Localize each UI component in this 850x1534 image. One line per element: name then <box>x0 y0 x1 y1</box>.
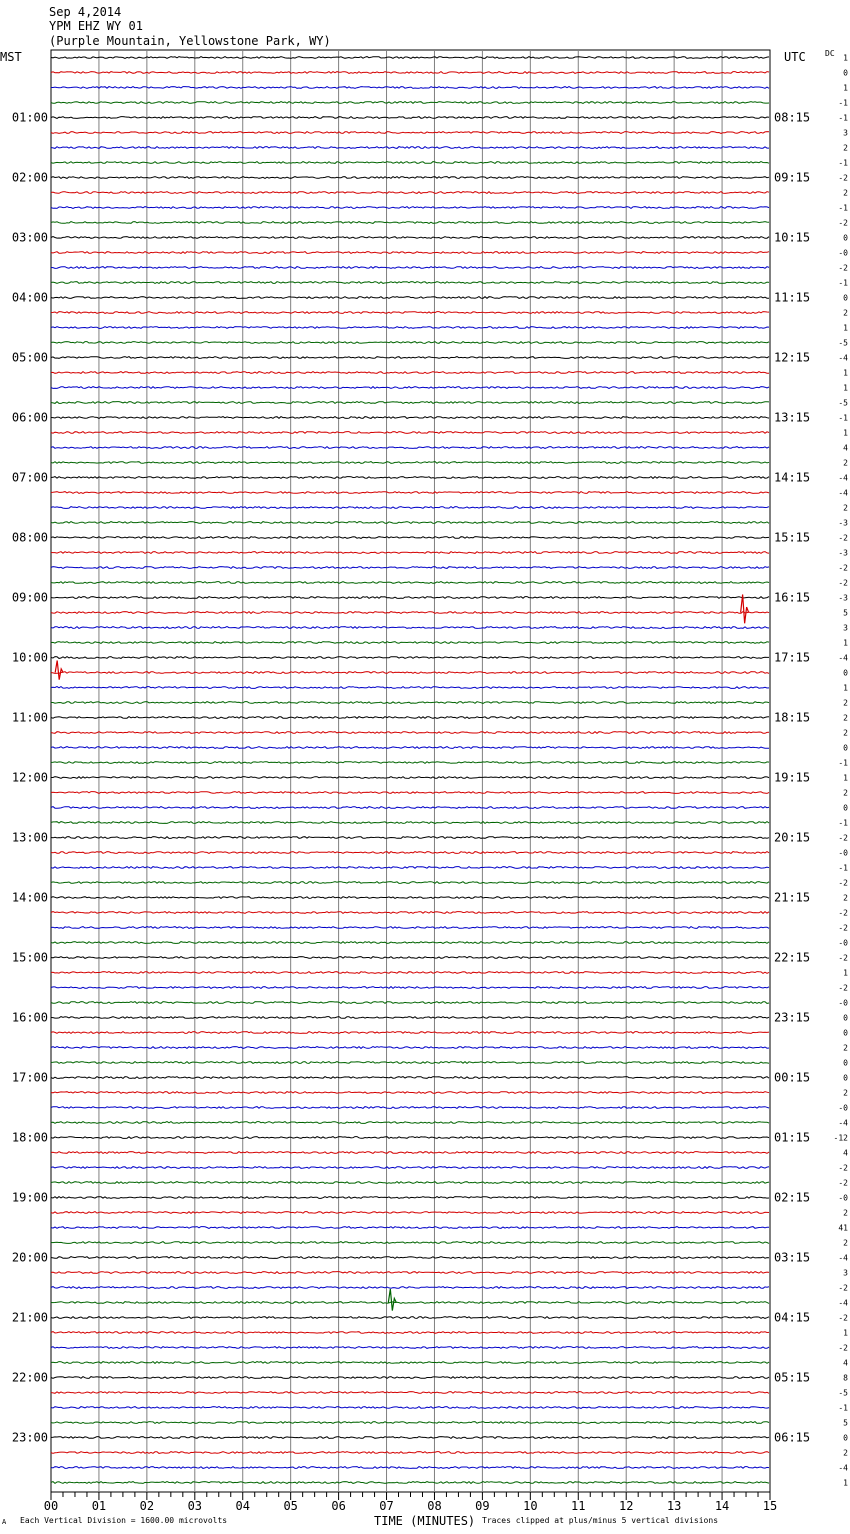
trace-33 <box>51 537 769 539</box>
trace-43 <box>51 687 769 689</box>
dc-offset-value: 2 <box>843 1043 848 1053</box>
dc-offset-value: 0 <box>843 1073 848 1083</box>
plot-frame <box>51 50 770 1492</box>
dc-offset-value: -4 <box>838 1463 848 1473</box>
hour-label-right: 19:15 <box>774 770 811 785</box>
trace-52 <box>51 822 769 824</box>
dc-offset-value: -0 <box>838 848 848 858</box>
dc-offset-value: -1 <box>838 158 848 168</box>
x-axis-title: TIME (MINUTES) <box>374 1514 476 1528</box>
x-tick-label: 04 <box>235 1499 250 1513</box>
hour-label-left: 12:00 <box>11 770 48 785</box>
dc-offset-value: 1 <box>843 383 848 393</box>
dc-offset-value: -0 <box>838 1193 848 1203</box>
trace-78 <box>51 1212 769 1214</box>
trace-77 <box>51 1197 769 1199</box>
trace-94 <box>51 1452 769 1454</box>
dc-offset-value: -1 <box>838 758 848 768</box>
hour-label-right: 22:15 <box>774 950 811 965</box>
trace-58 <box>51 912 769 914</box>
trace-39 <box>51 627 769 629</box>
hour-label-left: 18:00 <box>11 1130 48 1145</box>
dc-offset-value: 2 <box>843 728 848 738</box>
trace-80 <box>51 1242 769 1244</box>
hour-label-right: 02:15 <box>774 1190 811 1205</box>
dc-offset-value: 5 <box>843 608 848 618</box>
dc-offset-value: -2 <box>838 833 848 843</box>
trace-96 <box>51 1482 769 1484</box>
dc-offset-value: -1 <box>838 203 848 213</box>
hour-label-left: 01:00 <box>11 110 48 125</box>
x-tick-label: 14 <box>714 1499 730 1513</box>
hour-label-right: 13:15 <box>774 410 811 425</box>
hour-label-left: 14:00 <box>11 890 48 905</box>
hour-label-left: 03:00 <box>11 230 48 245</box>
hour-label-right: 04:15 <box>774 1310 811 1325</box>
left-timezone-label: MST <box>0 50 22 64</box>
trace-73 <box>51 1137 769 1139</box>
trace-27 <box>51 447 769 449</box>
dc-offset-value: -2 <box>838 1343 848 1353</box>
x-tick-label: 09 <box>475 1499 490 1513</box>
dc-offset-value: -2 <box>838 563 848 573</box>
trace-16 <box>51 282 769 284</box>
dc-offset-value: 2 <box>843 1448 848 1458</box>
trace-23 <box>51 387 769 389</box>
x-tick-label: 02 <box>139 1499 155 1513</box>
trace-28 <box>51 462 769 464</box>
dc-offset-value: -1 <box>838 818 848 828</box>
dc-offset-value: 0 <box>843 743 848 753</box>
trace-22 <box>51 372 769 374</box>
right-timezone-label: UTC <box>784 50 806 64</box>
dc-offset-value: 2 <box>843 698 848 708</box>
trace-15 <box>51 267 769 269</box>
x-tick-label: 06 <box>331 1499 346 1513</box>
trace-50 <box>51 792 769 794</box>
dc-offset-value: -12 <box>833 1133 848 1143</box>
trace-11 <box>51 207 769 209</box>
plot-date: Sep 4,2014 <box>49 5 122 19</box>
dc-offset-value: 1 <box>843 323 848 333</box>
trace-34 <box>51 552 769 554</box>
dc-offset-value: -2 <box>838 953 848 963</box>
dc-offset-value: 1 <box>843 1328 848 1338</box>
hour-label-right: 23:15 <box>774 1010 811 1025</box>
trace-64 <box>51 1002 769 1004</box>
trace-60 <box>51 942 769 944</box>
dc-offset-value: -0 <box>838 938 848 948</box>
trace-82 <box>51 1272 769 1274</box>
dc-offset-value: 3 <box>843 1268 848 1278</box>
x-tick-label: 15 <box>762 1499 778 1513</box>
trace-38 <box>51 612 769 614</box>
dc-offset-value: 0 <box>843 293 848 303</box>
dc-offset-value: -2 <box>838 263 848 273</box>
dc-offset-value: 1 <box>843 53 848 63</box>
trace-17 <box>51 297 769 299</box>
hour-label-left: 08:00 <box>11 530 48 545</box>
dc-offset-value: 1 <box>843 773 848 783</box>
dc-offset-value: 0 <box>843 233 848 243</box>
trace-86 <box>51 1332 769 1334</box>
hour-label-left: 11:00 <box>11 710 48 725</box>
hour-label-left: 06:00 <box>11 410 48 425</box>
trace-76 <box>51 1182 769 1184</box>
trace-88 <box>51 1362 769 1364</box>
trace-5 <box>51 117 769 119</box>
hour-label-right: 18:15 <box>774 710 811 725</box>
trace-20 <box>51 342 769 344</box>
trace-47 <box>51 747 769 749</box>
dc-offset-value: 0 <box>843 668 848 678</box>
trace-75 <box>51 1167 769 1169</box>
hour-label-left: 23:00 <box>11 1430 48 1445</box>
x-tick-label: 12 <box>618 1499 634 1513</box>
trace-65 <box>51 1017 769 1019</box>
dc-offset-value: -0 <box>838 1103 848 1113</box>
trace-72 <box>51 1122 769 1124</box>
hour-label-left: 16:00 <box>11 1010 48 1025</box>
x-tick-label: 08 <box>427 1499 442 1513</box>
dc-offset-value: 4 <box>843 443 848 453</box>
dc-offset-value: -2 <box>838 923 848 933</box>
hour-label-right: 03:15 <box>774 1250 811 1265</box>
dc-offset-value: -4 <box>838 473 848 483</box>
dc-offset-value: -2 <box>838 1178 848 1188</box>
x-tick-label: 11 <box>571 1499 586 1513</box>
trace-19 <box>51 327 769 329</box>
trace-40 <box>51 642 769 644</box>
dc-offset-value: 2 <box>843 458 848 468</box>
dc-offset-value: -4 <box>838 1298 848 1308</box>
dc-offset-value: -2 <box>838 1313 848 1323</box>
dc-offset-value: -3 <box>838 593 848 603</box>
trace-85 <box>51 1317 769 1319</box>
dc-offset-label: DC <box>825 49 835 58</box>
dc-offset-value: 2 <box>843 503 848 513</box>
trace-53 <box>51 837 769 839</box>
hour-label-right: 08:15 <box>774 110 811 125</box>
hour-label-right: 20:15 <box>774 830 811 845</box>
dc-offset-value: 1 <box>843 638 848 648</box>
dc-offset-value: -2 <box>838 908 848 918</box>
trace-56 <box>51 882 769 884</box>
dc-offset-value: 3 <box>843 623 848 633</box>
hour-label-right: 09:15 <box>774 170 811 185</box>
trace-18 <box>51 312 769 314</box>
hour-label-right: 15:15 <box>774 530 811 545</box>
dc-offset-value: 5 <box>843 1418 848 1428</box>
trace-29 <box>51 477 769 479</box>
hour-label-right: 16:15 <box>774 590 811 605</box>
dc-offset-value: 2 <box>843 1208 848 1218</box>
trace-51 <box>51 807 769 809</box>
dc-offset-value: -4 <box>838 1253 848 1263</box>
hour-label-right: 10:15 <box>774 230 811 245</box>
trace-6 <box>51 132 769 134</box>
trace-74 <box>51 1152 769 1154</box>
trace-90 <box>51 1392 769 1394</box>
hour-label-left: 05:00 <box>11 350 48 365</box>
trace-49 <box>51 777 769 779</box>
trace-68 <box>51 1062 769 1064</box>
trace-14 <box>51 252 769 254</box>
dc-offset-value: -1 <box>838 98 848 108</box>
trace-31 <box>51 507 769 509</box>
dc-offset-value: -3 <box>838 548 848 558</box>
trace-84 <box>51 1302 769 1304</box>
trace-69 <box>51 1077 769 1079</box>
trace-41 <box>51 657 769 659</box>
trace-3 <box>51 87 769 89</box>
trace-66 <box>51 1032 769 1034</box>
trace-92 <box>51 1422 769 1424</box>
trace-12 <box>51 222 769 224</box>
hour-label-right: 00:15 <box>774 1070 811 1085</box>
hour-label-left: 13:00 <box>11 830 48 845</box>
dc-offset-value: -5 <box>838 398 848 408</box>
trace-36 <box>51 582 769 584</box>
dc-offset-value: -5 <box>838 1388 848 1398</box>
scale-note: Each Vertical Division = 1600.00 microvolts <box>20 1516 228 1525</box>
hour-label-right: 12:15 <box>774 350 811 365</box>
trace-71 <box>51 1107 769 1109</box>
trace-81 <box>51 1257 769 1259</box>
hour-label-right: 14:15 <box>774 470 811 485</box>
x-tick-label: 03 <box>187 1499 203 1513</box>
x-tick-label: 13 <box>666 1499 682 1513</box>
dc-offset-value: -4 <box>838 1118 848 1128</box>
event-spike-2 <box>55 661 63 680</box>
trace-55 <box>51 867 769 869</box>
dc-offset-value: 0 <box>843 68 848 78</box>
trace-59 <box>51 927 769 929</box>
dc-offset-value: 2 <box>843 188 848 198</box>
station-location: (Purple Mountain, Yellowstone Park, WY) <box>49 34 331 48</box>
trace-67 <box>51 1047 769 1049</box>
dc-offset-value: -1 <box>838 113 848 123</box>
trace-21 <box>51 357 769 359</box>
dc-offset-value: 2 <box>843 308 848 318</box>
dc-offset-value: 41 <box>838 1223 848 1233</box>
trace-2 <box>51 72 769 74</box>
trace-1 <box>51 57 769 59</box>
dc-offset-value: -5 <box>838 338 848 348</box>
trace-35 <box>51 567 769 569</box>
hour-label-left: 15:00 <box>11 950 48 965</box>
dc-offset-value: -4 <box>838 653 848 663</box>
hour-label-right: 21:15 <box>774 890 811 905</box>
hour-label-right: 17:15 <box>774 650 811 665</box>
dc-offset-value: 2 <box>843 1238 848 1248</box>
trace-48 <box>51 762 769 764</box>
dc-offset-value: -2 <box>838 578 848 588</box>
dc-offset-value: 0 <box>843 1433 848 1443</box>
trace-70 <box>51 1092 769 1094</box>
trace-42 <box>51 672 769 674</box>
hour-label-right: 05:15 <box>774 1370 811 1385</box>
dc-offset-value: 1 <box>843 683 848 693</box>
dc-offset-value: 2 <box>843 893 848 903</box>
trace-32 <box>51 522 769 524</box>
dc-offset-value: -2 <box>838 533 848 543</box>
trace-87 <box>51 1347 769 1349</box>
dc-offset-value: -0 <box>838 248 848 258</box>
hour-label-left: 19:00 <box>11 1190 48 1205</box>
dc-offset-value: 1 <box>843 1478 848 1488</box>
hour-label-left: 10:00 <box>11 650 48 665</box>
trace-93 <box>51 1437 769 1439</box>
trace-37 <box>51 597 769 599</box>
trace-9 <box>51 177 769 179</box>
dc-offset-value: -2 <box>838 878 848 888</box>
x-tick-label: 10 <box>523 1499 538 1513</box>
dc-offset-value: 4 <box>843 1358 848 1368</box>
dc-offset-value: -4 <box>838 353 848 363</box>
dc-offset-value: 0 <box>843 1058 848 1068</box>
station-code: YPM EHZ WY 01 <box>49 19 143 33</box>
x-tick-label: 00 <box>43 1499 59 1513</box>
hour-label-left: 02:00 <box>11 170 48 185</box>
trace-24 <box>51 402 769 404</box>
trace-30 <box>51 492 769 494</box>
dc-offset-value: -2 <box>838 218 848 228</box>
dc-offset-value: -1 <box>838 1403 848 1413</box>
trace-63 <box>51 987 769 989</box>
hour-label-left: 20:00 <box>11 1250 48 1265</box>
event-spike-3 <box>388 1289 396 1311</box>
event-spike-1 <box>741 595 749 624</box>
dc-offset-value: 1 <box>843 368 848 378</box>
trace-62 <box>51 972 769 974</box>
dc-offset-value: -4 <box>838 488 848 498</box>
dc-offset-value: 2 <box>843 143 848 153</box>
dc-offset-value: -2 <box>838 983 848 993</box>
x-tick-label: 01 <box>91 1499 107 1513</box>
trace-10 <box>51 192 769 194</box>
dc-offset-value: 0 <box>843 1013 848 1023</box>
dc-offset-value: -2 <box>838 1163 848 1173</box>
trace-4 <box>51 102 769 104</box>
trace-46 <box>51 732 769 734</box>
trace-83 <box>51 1287 769 1289</box>
trace-89 <box>51 1377 769 1379</box>
trace-61 <box>51 957 769 959</box>
hour-label-right: 01:15 <box>774 1130 811 1145</box>
dc-offset-value: -2 <box>838 1283 848 1293</box>
trace-45 <box>51 717 769 719</box>
dc-offset-value: -0 <box>838 998 848 1008</box>
dc-offset-value: 2 <box>843 788 848 798</box>
dc-offset-value: -3 <box>838 518 848 528</box>
dc-offset-value: 4 <box>843 1148 848 1158</box>
trace-7 <box>51 147 769 149</box>
dc-offset-value: 0 <box>843 803 848 813</box>
trace-25 <box>51 417 769 419</box>
trace-13 <box>51 237 769 239</box>
trace-95 <box>51 1467 769 1469</box>
dc-offset-value: -2 <box>838 173 848 183</box>
x-tick-label: 07 <box>379 1499 394 1513</box>
trace-26 <box>51 432 769 434</box>
trace-44 <box>51 702 769 704</box>
trace-54 <box>51 852 769 854</box>
hour-label-left: 07:00 <box>11 470 48 485</box>
hour-label-right: 11:15 <box>774 290 811 305</box>
hour-label-left: 22:00 <box>11 1370 48 1385</box>
dc-offset-value: 8 <box>843 1373 848 1383</box>
hour-label-left: 09:00 <box>11 590 48 605</box>
hour-label-left: 04:00 <box>11 290 48 305</box>
dc-offset-value: 1 <box>843 428 848 438</box>
dc-offset-value: 1 <box>843 968 848 978</box>
trace-57 <box>51 897 769 899</box>
dc-offset-value: 3 <box>843 128 848 138</box>
trace-79 <box>51 1227 769 1229</box>
hour-label-left: 21:00 <box>11 1310 48 1325</box>
dc-offset-value: -1 <box>838 413 848 423</box>
trace-91 <box>51 1407 769 1409</box>
dc-offset-value: 1 <box>843 83 848 93</box>
dc-offset-value: 2 <box>843 1088 848 1098</box>
dc-offset-value: 2 <box>843 713 848 723</box>
hour-label-right: 06:15 <box>774 1430 811 1445</box>
dc-offset-value: -1 <box>838 863 848 873</box>
clip-note: Traces clipped at plus/minus 5 vertical divisions <box>482 1516 719 1525</box>
x-tick-label: 05 <box>283 1499 298 1513</box>
footer-mark: A <box>2 1518 7 1526</box>
dc-offset-value: 0 <box>843 1028 848 1038</box>
hour-label-left: 17:00 <box>11 1070 48 1085</box>
dc-offset-value: -1 <box>838 278 848 288</box>
trace-8 <box>51 162 769 164</box>
